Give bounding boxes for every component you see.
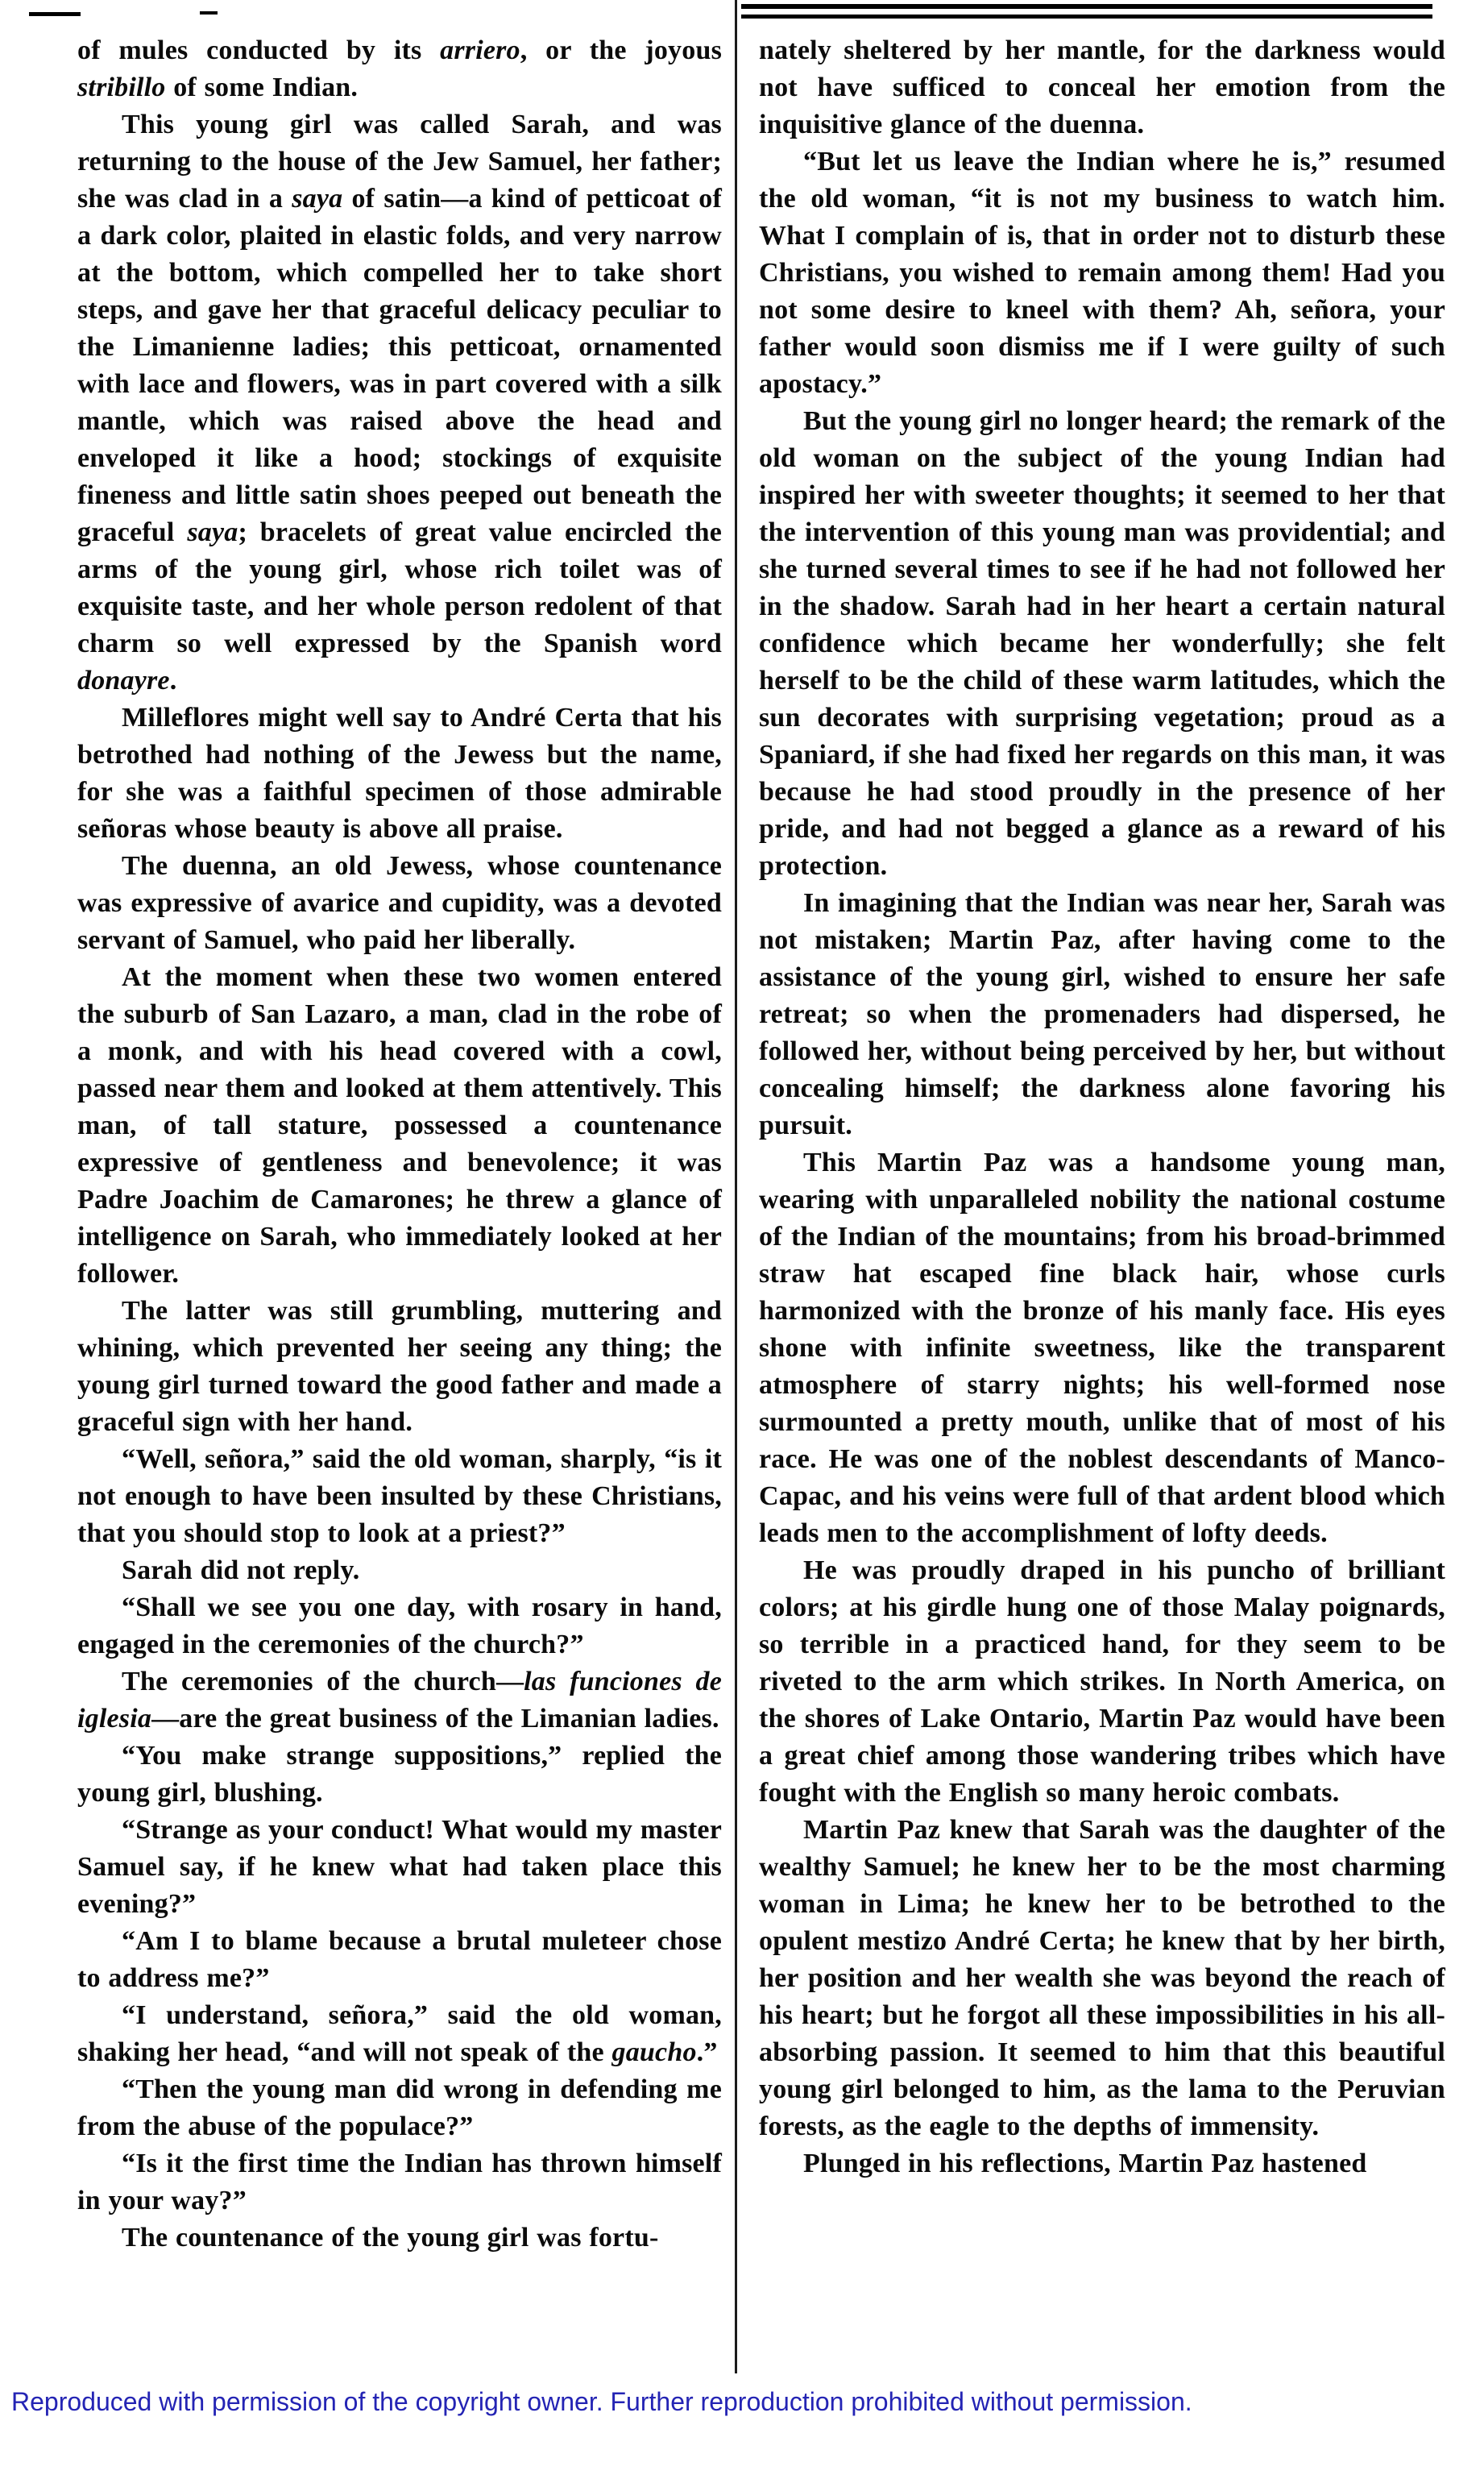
italic-text: gaucho (611, 2037, 697, 2067)
italic-text: saya (292, 184, 343, 214)
text: “Shall we see you one day, with rosary in hand, engaged in the ceremonies of the church?” (77, 1592, 722, 1659)
paragraph (77, 1812, 722, 1923)
paragraph (77, 700, 722, 848)
paragraph (759, 885, 1445, 1144)
paragraph (759, 32, 1445, 143)
text: —are the great business of the Limanian ladies. (151, 1704, 719, 1734)
paragraph (77, 1923, 722, 1997)
text: But the young girl no longer heard; the remark of the old woman on the subject of the young Indian had inspired her with sweeter thoughts; it seemed to her that the intervention of this young man was providential; and she turned several times to see if he had not followed her in the shadow. Sarah had in her heart a certain natural confidence which became her wonderfully; she felt herself to be the child of these warm latitudes, which the sun decorates with surprising vegetation; proud as a Spaniard, if she had fixed her regards on this man, it was because he had stood proudly in the presence of her pride, and had not begged a glance as a reward of his protection. (759, 406, 1445, 881)
paragraph (77, 2145, 722, 2219)
text: “I understand, señora,” said the old woman, shaking her head, “and will not speak of the (77, 2000, 722, 2067)
paragraph (77, 959, 722, 1293)
text: The countenance of the young girl was fortu- (122, 2223, 659, 2253)
italic-text: saya (187, 517, 238, 547)
paragraph (77, 1738, 722, 1812)
text: “But let us leave the Indian where he is,” resumed the old woman, “it is not my business to watch him. What I complain of is, that in order not to disturb these Christians, you wished to remain among them! Had you not some desire to kneel with them? Ah, señora, your father would soon dismiss me if I were guilty of such apostacy.” (759, 147, 1445, 399)
paragraph (759, 1144, 1445, 1552)
paragraph (77, 1997, 722, 2071)
paragraph (759, 1812, 1445, 2145)
text: In imagining that the Indian was near her, Sarah was not mistaken; Martin Paz, after having come to the assistance of the young girl, wished to ensure her safe retreat; so when the promenaders had dispersed, he followed her, without being perceived by her, but without concealing himself; the darkness alone favoring his pursuit. (759, 888, 1445, 1140)
text: ; bracelets of great value encircled the arms of the young girl, whose rich toilet was of exquisite taste, and her whole person redolent of that charm so well expressed by the Spanish word (77, 517, 722, 658)
text: He was proudly draped in his puncho of brilliant colors; at his girdle hung one of those Malay poignards, so terrible in a practiced hand, for they seem to be riveted to the arm which strikes. In North America, on the shores of Lake Ontario, Martin Paz would have been a great chief among those wandering tribes which have fought with the English so many heroic combats. (759, 1555, 1445, 1808)
italic-text: stribillo (77, 73, 166, 102)
italic-text: donayre (77, 666, 170, 696)
paragraph (77, 1589, 722, 1663)
text: . (169, 666, 177, 696)
text: Plunged in his reflections, Martin Paz hastened (803, 2149, 1367, 2178)
paragraph (77, 1293, 722, 1441)
text: , or the joyous (520, 35, 722, 65)
text: nately sheltered by her mantle, for the darkness would not have sufficed to conceal her emotion from the inquisitive glance of the duenna. (759, 35, 1445, 139)
paragraph (759, 1552, 1445, 1812)
paragraph (77, 1663, 722, 1738)
paragraph (759, 2145, 1445, 2182)
paragraph (77, 106, 722, 700)
italic-text: arriero (440, 35, 520, 65)
paragraph (77, 2071, 722, 2145)
text: of mules conducted by its (77, 35, 441, 65)
paragraph (77, 2219, 722, 2257)
column-divider (735, 0, 737, 2373)
copyright-notice: Reproduced with permission of the copyright owner. Further reproduction prohibited without permission. (11, 2387, 1192, 2416)
text: .” (696, 2037, 718, 2067)
paragraph (77, 1441, 722, 1552)
text: “Is it the first time the Indian has thrown himself in your way?” (77, 2149, 722, 2215)
text: This Martin Paz was a handsome young man, wearing with unparalleled nobility the national costume of the Indian of the mountains; from his broad-brimmed straw hat escaped fine black hair, whose curls harmonized with the bronze of his manly face. His eyes shone with infinite sweetness, like the transparent atmosphere of starry nights; his well-formed nose surmounted a pretty mouth, unlike that of most of his race. He was one of the noblest descendants of Manco-Capac, and his veins were full of that ardent blood which leads men to the accomplishment of lofty deeds. (759, 1148, 1445, 1548)
paragraph (759, 143, 1445, 403)
text: “Well, señora,” said the old woman, sharply, “is it not enough to have been insulted by these Christians, that you should stop to look at a priest?” (77, 1444, 722, 1548)
text: The duenna, an old Jewess, whose countenance was expressive of avarice and cupidity, was a devoted servant of Samuel, who paid her liberally. (77, 851, 722, 955)
text: The latter was still grumbling, muttering and whining, which prevented her seeing any thing; the young girl turned toward the good father and made a graceful sign with her hand. (77, 1296, 722, 1437)
text: Sarah did not reply. (122, 1555, 360, 1585)
text: At the moment when these two women entered the suburb of San Lazaro, a man, clad in the robe of a monk, and with his head covered with a cowl, passed near them and looked at them attentively. This man, of tall stature, possessed a countenance expressive of gentleness and benevolence; it was Padre Joachim de Camarones; he threw a glance of intelligence on Sarah, who immediately looked at her follower. (77, 962, 722, 1289)
scan-artifact-dash (29, 12, 81, 16)
column-right (759, 32, 1445, 2182)
text: Martin Paz knew that Sarah was the daughter of the wealthy Samuel; he knew her to be the most charming woman in Lima; he knew her to be betrothed to the opulent mestizo André Certa; he knew that by her birth, her position and her wealth she was beyond the reach of his heart; but he forgot all these impossibilities in his all-absorbing passion. It seemed to him that this beautiful young girl belonged to him, as the lama to the Peruvian forests, as the eagle to the depths of immensity. (759, 1815, 1445, 2141)
column-top-rule (741, 4, 1432, 19)
text: of satin—a kind of petticoat of a dark color, plaited in elastic folds, and very narrow at the bottom, which compelled her to take short steps, and gave her that graceful delicacy peculiar to the Limanienne ladies; this petticoat, ornamented with lace and flowers, was in part covered with a silk mantle, which was raised above the head and enveloped it like a hood; stockings of exquisite fineness and little satin shoes peeped out beneath the graceful (77, 184, 722, 547)
paragraph (759, 403, 1445, 885)
text: “Then the young man did wrong in defending me from the abuse of the populace?” (77, 2074, 722, 2141)
text: This young girl was called Sarah, and was returning to the house of the Jew Samuel, her father; she was clad in a (77, 110, 722, 214)
text: “You make strange suppositions,” replied the young girl, blushing. (77, 1741, 722, 1808)
text: of some Indian. (165, 73, 359, 102)
text: “Strange as your conduct! What would my master Samuel say, if he knew what had taken place this evening?” (77, 1815, 723, 1919)
text: Milleflores might well say to André Certa that his betrothed had nothing of the Jewess but the name, for she was a faithful specimen of those admirable señoras whose beauty is above all praise. (77, 703, 722, 844)
text: “Am I to blame because a brutal muleteer chose to address me?” (77, 1926, 722, 1993)
italic-text: las funciones de iglesia (77, 1667, 722, 1734)
scan-artifact-dash (200, 11, 218, 15)
column-left (77, 32, 722, 2257)
paragraph (77, 848, 722, 959)
paragraph (77, 1552, 722, 1589)
text: The ceremonies of the church— (122, 1667, 524, 1696)
paragraph (77, 32, 722, 106)
